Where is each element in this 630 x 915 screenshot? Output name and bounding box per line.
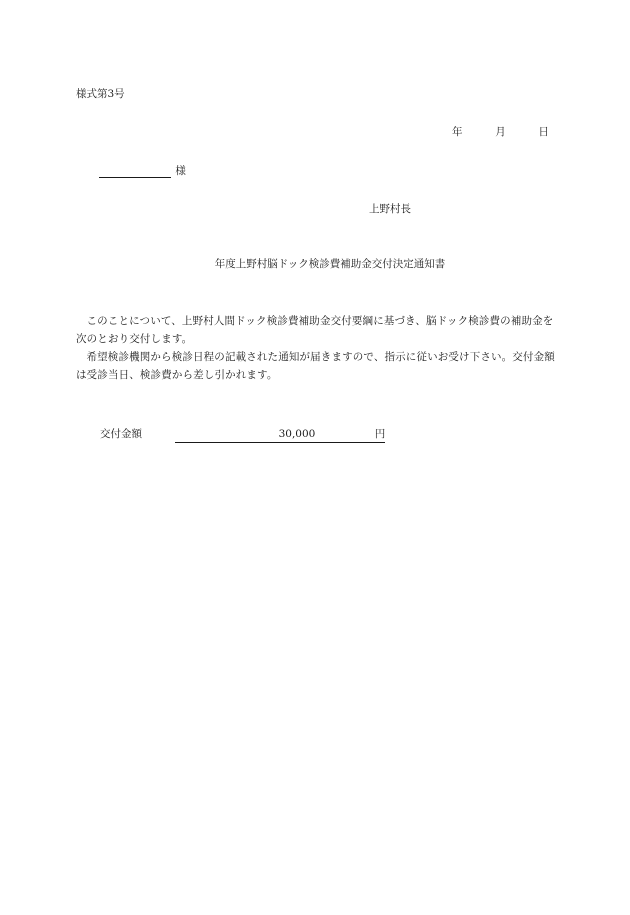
form-number: 様式第3号 (76, 88, 125, 100)
amount-value: 30,000 (278, 428, 316, 440)
amount-label: 交付金額 (100, 428, 142, 440)
body-paragraph-1: このことについて、上野村人間ドック検診費補助金交付要綱に基づき、脳ドック検診費の補助金を次のとおり交付します。 (76, 315, 554, 345)
date-day-label: 日 (538, 126, 549, 138)
addressee-suffix: 様 (175, 165, 186, 177)
date-line (452, 124, 549, 139)
date-month-label: 月 (495, 126, 506, 138)
body-text (76, 312, 560, 384)
body-paragraph-2: 希望検診機関から検診日程の記載された通知が届きますので、指示に従いお受け下さい。交付金額は受診当日、検診費から差し引かれます。 (76, 351, 555, 381)
addressee-line (99, 163, 186, 178)
amount-line (100, 426, 385, 443)
amount-unit: 円 (374, 428, 386, 440)
sender-name: 上野村長 (369, 203, 411, 215)
addressee-name-blank (99, 166, 171, 178)
date-year-label: 年 (452, 126, 463, 138)
amount-underline (175, 426, 385, 443)
document-title: 年度上野村脳ドック検診費補助金交付決定通知書 (214, 258, 446, 270)
